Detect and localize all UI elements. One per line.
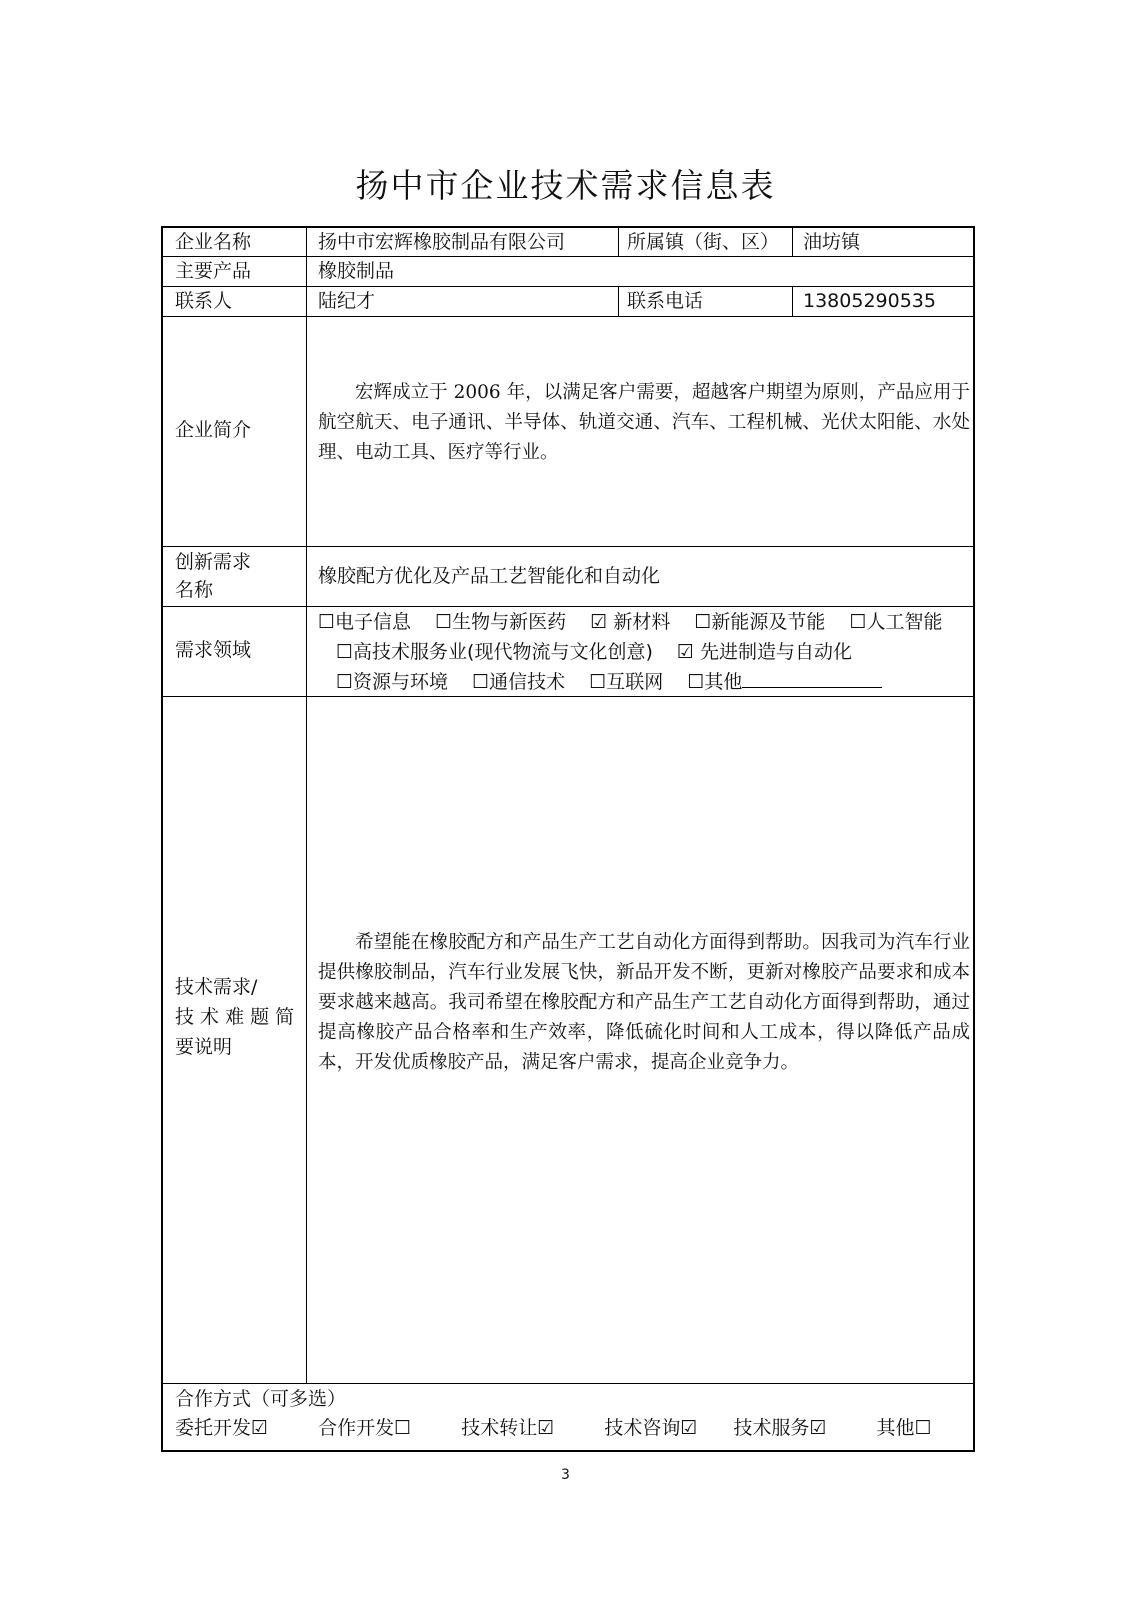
- row-divider: [163, 546, 973, 547]
- field-option-internet[interactable]: ☐互联网: [589, 671, 664, 693]
- coop-option-commissioned[interactable]: 委托开发☑: [175, 1417, 269, 1439]
- contact-value: 陆纪才: [318, 290, 376, 312]
- field-option-ai[interactable]: ☐人工智能: [849, 611, 943, 633]
- checkbox-icon[interactable]: ☐: [472, 671, 490, 693]
- field-option-advanced-manufacturing[interactable]: ☑ 先进制造与自动化: [676, 641, 853, 663]
- tech-label-line3: 要说明: [175, 1036, 233, 1058]
- coop-option-service[interactable]: 技术服务☑: [733, 1417, 827, 1439]
- checkbox-icon[interactable]: ☐: [336, 671, 354, 693]
- field-option-new-energy[interactable]: ☐新能源及节能: [694, 611, 826, 633]
- checkbox-icon[interactable]: ☐: [694, 611, 712, 633]
- field-option-resources-environment[interactable]: ☐资源与环境: [336, 671, 449, 693]
- tech-description-text: 希望能在橡胶配方和产品生产工艺自动化方面得到帮助。因我司为汽车行业提供橡胶制品，汽车行业发展飞快，新品开发不断，更新对橡胶产品要求和成本要求越来越高。我司希望在橡胶配方和产品生产工艺自动化方面得到帮助，通过提高橡胶产品合格率和生产效率，降低硫化时间和人工成本，得以降低产品成本，开发优质橡胶产品，满足客户需求，提高企业竞争力。: [318, 932, 970, 1073]
- products-label: 主要产品: [175, 260, 252, 282]
- checkbox-icon[interactable]: ☐: [318, 611, 336, 633]
- row-divider: [163, 316, 973, 317]
- products-value: 橡胶制品: [318, 260, 395, 282]
- town-label: 所属镇（街、区）: [627, 231, 780, 253]
- coop-label: 合作方式（可多选）: [175, 1388, 347, 1410]
- checkbox-icon[interactable]: ☑: [590, 611, 608, 633]
- checkbox-icon[interactable]: ☐: [394, 1417, 412, 1439]
- checkbox-icon[interactable]: ☑: [676, 641, 694, 663]
- column-divider: [792, 228, 793, 256]
- column-divider: [618, 286, 619, 316]
- phone-label: 联系电话: [627, 290, 704, 312]
- coop-option-other[interactable]: 其他☐: [876, 1417, 932, 1439]
- field-option-high-tech-services[interactable]: ☐高技术服务业(现代物流与文化创意): [336, 641, 653, 663]
- intro-label: 企业简介: [175, 419, 252, 441]
- need-name-label-line1: 创新需求: [175, 551, 252, 573]
- tech-label-line1: 技术需求/: [175, 976, 258, 998]
- need-name-label-line2: 名称: [175, 579, 214, 601]
- intro-text: 宏辉成立于 2006 年，以满足客户需要，超越客户期望为原则，产品应用于 航空航天、电子通讯、半导体、轨道交通、汽车、工程机械、光伏太阳能、水处理、电动工具、医疗等行业。: [318, 382, 970, 463]
- town-value: 油坊镇: [803, 231, 861, 253]
- company-name-value: 扬中市宏辉橡胶制品有限公司: [318, 231, 566, 253]
- need-name-value: 橡胶配方优化及产品工艺智能化和自动化: [318, 565, 661, 587]
- other-blank-line[interactable]: [742, 667, 882, 688]
- phone-value: 13805290535: [803, 290, 936, 312]
- column-divider: [618, 228, 619, 256]
- checkbox-icon[interactable]: ☐: [687, 671, 705, 693]
- coop-option-joint[interactable]: 合作开发☐: [318, 1417, 412, 1439]
- checkbox-icon[interactable]: ☐: [849, 611, 867, 633]
- field-option-electronic[interactable]: ☐电子信息: [318, 611, 412, 633]
- checkbox-icon[interactable]: ☑: [251, 1417, 269, 1439]
- field-options: [318, 607, 968, 697]
- checkbox-icon[interactable]: ☑: [809, 1417, 827, 1439]
- coop-option-transfer[interactable]: 技术转让☑: [461, 1417, 555, 1439]
- contact-label: 联系人: [175, 290, 233, 312]
- row-divider: [163, 1383, 973, 1384]
- tech-demand-form-table: [161, 226, 975, 1452]
- checkbox-icon[interactable]: ☐: [435, 611, 453, 633]
- checkbox-icon[interactable]: ☐: [914, 1417, 932, 1439]
- field-option-new-materials[interactable]: ☑ 新材料: [590, 611, 671, 633]
- column-divider: [306, 228, 307, 1383]
- company-name-label: 企业名称: [175, 231, 252, 253]
- checkbox-icon[interactable]: ☐: [589, 671, 607, 693]
- field-option-other[interactable]: ☐其他: [687, 671, 882, 693]
- field-option-communication[interactable]: ☐通信技术: [472, 671, 566, 693]
- checkbox-icon[interactable]: ☑: [680, 1417, 698, 1439]
- checkbox-icon[interactable]: ☑: [537, 1417, 555, 1439]
- page-number: 3: [561, 1467, 570, 1483]
- column-divider: [792, 286, 793, 316]
- coop-option-consulting[interactable]: 技术咨询☑: [604, 1417, 698, 1439]
- checkbox-icon[interactable]: ☐: [336, 641, 354, 663]
- coop-options: [175, 1414, 932, 1442]
- field-option-biomedicine[interactable]: ☐生物与新医药: [435, 611, 567, 633]
- field-label: 需求领域: [175, 639, 252, 661]
- page-title: 扬中市企业技术需求信息表: [355, 166, 776, 205]
- tech-label-line2: 技 术 难 题 简: [175, 1006, 295, 1028]
- row-divider: [163, 256, 973, 257]
